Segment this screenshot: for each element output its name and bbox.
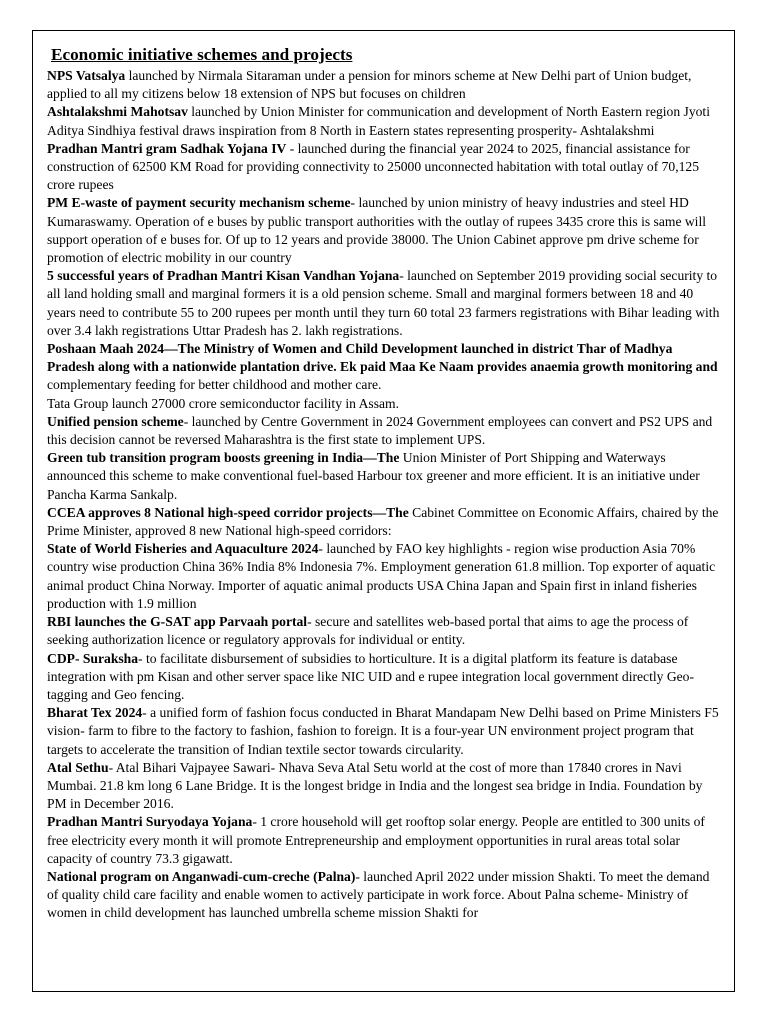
entry-kisan-vandhan-yojana bbox=[47, 267, 723, 340]
entry-poshaan-maah bbox=[47, 340, 723, 395]
entry-ccea-corridors bbox=[47, 504, 723, 540]
entry-text: launched by Union Minister for communication and development of North Eastern region Jyoti Aditya Sindhiya festival draws inspiration from 8 North in Eastern states representing prosperity- Ashtalakshmi bbox=[47, 104, 710, 138]
entry-text: - launched by FAO key highlights - region wise production Asia 70% country wise production China 36% India 8% Indonesia 7%. Employment generation 61.8 million. Top exporter of aquatic animal product China Norway. Importer of aquatic animal products USA China Japan and Spain first in inland fisheries production with 1.9 million bbox=[47, 541, 716, 611]
entry-heading: Atal Sethu bbox=[47, 759, 109, 775]
entry-pm-e-waste-scheme bbox=[47, 194, 723, 267]
entry-heading: CDP- Suraksha bbox=[47, 650, 139, 666]
entry-heading: CCEA approves 8 National high-speed corridor projects—The bbox=[47, 504, 409, 520]
entry-text: - 1 crore household will get rooftop solar energy. People are entitled to 300 units of free electricity every month it will promote Entrepreneurship and employment opportunities in rural areas total solar capacity of country 73.3 gigawatt. bbox=[47, 814, 705, 866]
entry-heading: Bharat Tex 2024 bbox=[47, 705, 143, 721]
entry-cdp-suraksha bbox=[47, 650, 723, 705]
entry-text: - launched by union ministry of heavy industries and steel HD Kumaraswamy. Operation of e buses by public transport authorities with the outlay of rupees 3435 crore this is same will support operation of e buses for. Of up to 12 years and provide 38000. The Union Cabinet approve pm drive scheme for promotion of electric mobility in our country bbox=[47, 195, 707, 266]
entry-palna bbox=[47, 868, 723, 923]
document-body bbox=[47, 44, 723, 923]
entry-text: - to facilitate disbursement of subsidies to horticulture. It is a digital platform its feature is database integration with pm Kisan and other server space like NIC UID and e rupee integration local government directly Geo-tagging and Geo fencing. bbox=[47, 650, 694, 702]
entry-text: complementary feeding for better childhood and mother care. bbox=[47, 377, 382, 393]
entry-text: launched by Nirmala Sitaraman under a pension for minors scheme at New Delhi part of Union budget, applied to all my citizens below 18 extension of NPS but focuses on children bbox=[47, 68, 692, 102]
entry-heading: Ashtalakshmi Mahotsav bbox=[47, 104, 188, 120]
entry-bharat-tex bbox=[47, 704, 723, 759]
entry-heading: 5 successful years of Pradhan Mantri Kisan Vandhan Yojana bbox=[47, 268, 400, 284]
entry-heading: PM E-waste of payment security mechanism scheme bbox=[47, 195, 351, 211]
entry-heading: NPS Vatsalya bbox=[47, 68, 126, 83]
entry-pm-gram-sadhak-yojana bbox=[47, 140, 723, 195]
entry-text: Cabinet Committee on Economic Affairs, chaired by the Prime Minister, approved 8 new National high-speed corridors: bbox=[47, 504, 719, 539]
entry-heading: Poshaan Maah 2024—The Ministry of Women and Child Development launched in district Thar of Madhya Pradesh along with a nationwide plantation drive. Ek paid Maa Ke Naam provides anaemia growth monitoring and bbox=[47, 341, 718, 375]
entry-unified-pension bbox=[47, 413, 723, 449]
entry-heading: Pradhan Mantri gram Sadhak Yojana IV bbox=[47, 140, 287, 156]
entry-text: - Atal Bihari Vajpayee Sawari- Nhava Seva Atal Setu world at the cost of more than 17840 crores in Navi Mumbai. 21.8 km long 6 Lane Bridge. It is the longest bridge in India and the longest sea bridge in India. Foundation by PM in December 2016. bbox=[47, 759, 703, 812]
entry-heading: RBI launches the G-SAT app Parvaah portal bbox=[47, 614, 308, 630]
entry-heading: National program on Anganwadi-cum-creche (Palna) bbox=[47, 868, 356, 884]
entry-text: - launched during the financial year 2024 to 2025, financial assistance for construction of 62500 KM Road for providing connectivity to 25000 unconnected habitation with total outlay of 70,125 crore rupees bbox=[47, 140, 700, 193]
page-title: Economic initiative schemes and projects bbox=[51, 45, 353, 64]
entry-rbi-parvaah bbox=[47, 613, 723, 649]
entry-heading: Unified pension scheme bbox=[47, 413, 184, 429]
entry-text: - secure and satellites web-based portal that aims to age the process of seeking authorization licence or regulatory approvals for individual or entity. bbox=[47, 614, 689, 648]
entry-ashtalakshmi-mahotsav bbox=[47, 103, 723, 139]
page-border bbox=[32, 30, 735, 992]
entry-text: - launched April 2022 under mission Shakti. To meet the demand of quality child care facility and enable women to actively participate in work force. About Palna scheme- Ministry of women in child development has launched umbrella scheme mission Shakti for bbox=[47, 868, 710, 921]
entry-suryodaya-yojana bbox=[47, 813, 723, 868]
entry-atal-sethu bbox=[47, 759, 723, 814]
entry-green-tub-transition bbox=[47, 449, 723, 504]
entry-tata-semiconductor bbox=[47, 395, 723, 413]
entry-text: - launched by Centre Government in 2024 Government employees can convert and PS2 UPS and this decision cannot be reversed Maharashtra is the first state to implement UPS. bbox=[47, 413, 713, 448]
entry-heading: Pradhan Mantri Suryodaya Yojana bbox=[47, 814, 253, 830]
entry-nps-vatsalya bbox=[47, 67, 723, 103]
entry-text: Union Minister of Port Shipping and Waterways announced this scheme to make conventional fuel-based Harbour tox greener and more efficient. It is an initiative under Pancha Karma Sankalp. bbox=[47, 450, 700, 502]
entry-heading: Green tub transition program boosts greening in India—The bbox=[47, 450, 400, 466]
entry-text: - a unified form of fashion focus conducted in Bharat Mandapam New Delhi based on Prime Ministers F5 vision- farm to fibre to the factory to fashion, fashion to foreign. It is a four-year UN environment project program that targets to accelerate the transition of Indian textile sector towards circularity. bbox=[47, 705, 719, 757]
entry-text: - launched on September 2019 providing social security to all land holding small and marginal formers it is a old pension scheme. Small and marginal formers between 18 and 40 years need to contribute 55 to 200 rupees per month until they turn 60 total 23 farmers registrations with Bihar leading with over 3.4 lakh registrations Uttar Pradesh has 2. lakh registrations. bbox=[47, 268, 720, 338]
entry-text: Tata Group launch 27000 crore semiconductor facility in Assam. bbox=[47, 395, 400, 411]
entry-world-fisheries bbox=[47, 540, 723, 613]
entry-heading: State of World Fisheries and Aquaculture 2024 bbox=[47, 541, 319, 557]
